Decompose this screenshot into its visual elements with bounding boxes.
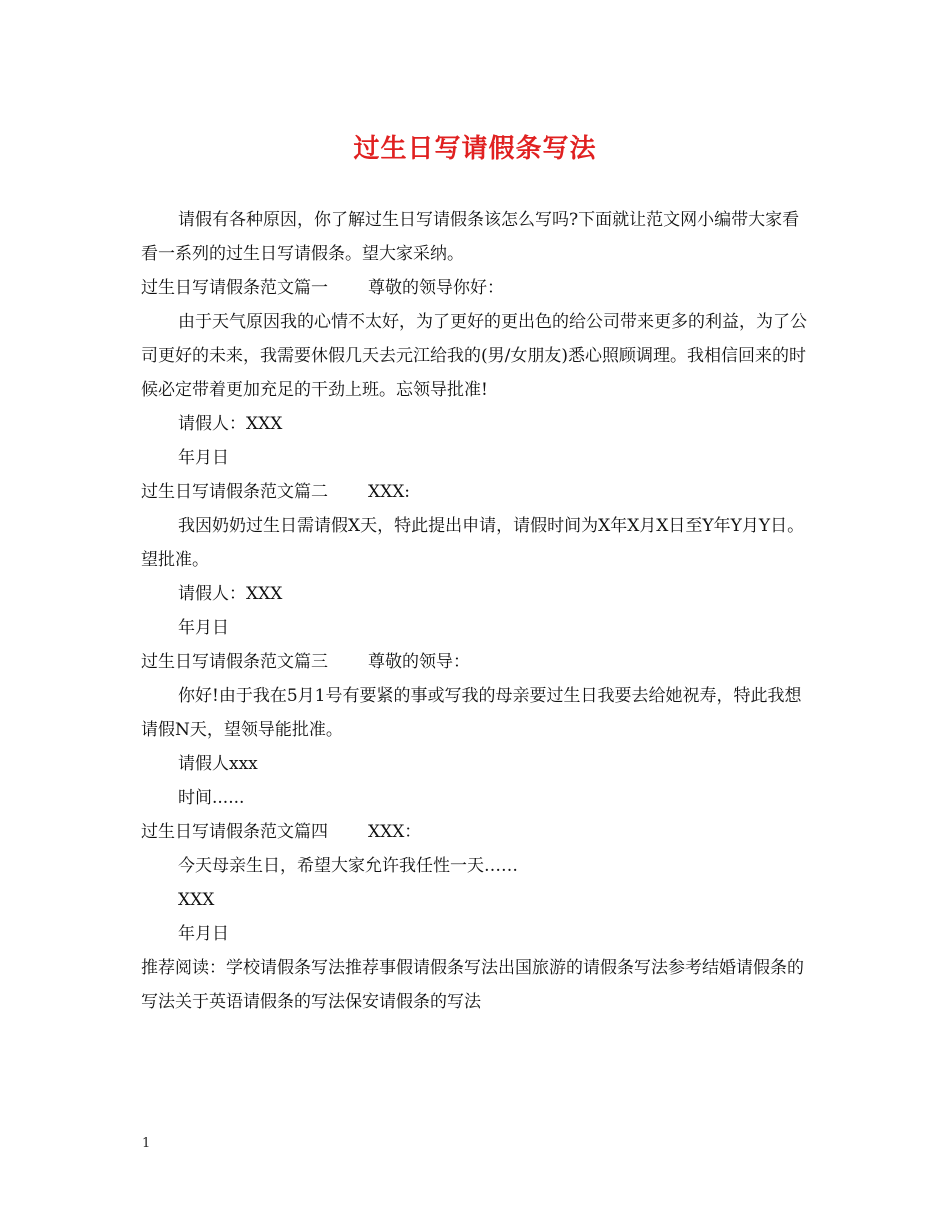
salutation: XXX： bbox=[368, 822, 422, 842]
signer-line: 请假人：XXX bbox=[178, 414, 283, 434]
section-title: 过生日写请假条范文篇三 bbox=[141, 652, 328, 672]
section-body-3: 你好!由于我在5月1号有要紧的事或写我的母亲要过生日我要去给她祝寿，特此我想请假N天，望领导能批准。 bbox=[141, 686, 802, 740]
section-title: 过生日写请假条范文篇二 bbox=[141, 482, 328, 502]
document-title: 过生日写请假条写法 bbox=[353, 134, 597, 164]
date-line: 年月日 bbox=[178, 618, 229, 638]
recommended-reading: 推荐阅读：学校请假条写法推荐事假请假条写法出国旅游的请假条写法参考结婚请假条的写法关于英语请假条的写法保安请假条的写法 bbox=[141, 958, 804, 1012]
section-heading-3 bbox=[141, 645, 816, 679]
document-body bbox=[141, 203, 816, 1019]
page-number: 1 bbox=[142, 1136, 151, 1151]
section-title: 过生日写请假条范文篇一 bbox=[141, 278, 328, 298]
date-line: 时间...... bbox=[178, 788, 245, 808]
salutation: 尊敬的领导你好： bbox=[368, 278, 504, 298]
signer-line: 请假人xxx bbox=[178, 754, 258, 774]
section-body-2: 我因奶奶过生日需请假X天，特此提出申请，请假时间为X年X月X日至Y年Y月Y日。望批准。 bbox=[141, 516, 805, 570]
signer-line: 请假人：XXX bbox=[178, 584, 283, 604]
signer-line: XXX bbox=[178, 890, 215, 910]
section-body-4: 今天母亲生日，希望大家允许我任性一天…… bbox=[178, 856, 518, 876]
salutation: 尊敬的领导： bbox=[368, 652, 470, 672]
section-body-1: 由于天气原因我的心情不太好，为了更好的更出色的给公司带来更多的利益，为了公司更好的未来，我需要休假几天去元江给我的(男/女朋友)悉心照顾调理。我相信回来的时候必定带着更加充足的干劲上班。忘领导批准! bbox=[141, 312, 807, 400]
salutation: XXX: bbox=[368, 482, 411, 502]
section-heading-1 bbox=[141, 271, 816, 305]
intro-paragraph: 请假有各种原因，你了解过生日写请假条该怎么写吗?下面就让范文网小编带大家看看一系列的过生日写请假条。望大家采纳。 bbox=[141, 210, 800, 264]
date-line: 年月日 bbox=[178, 448, 229, 468]
section-heading-4 bbox=[141, 815, 816, 849]
section-title: 过生日写请假条范文篇四 bbox=[141, 822, 328, 842]
date-line: 年月日 bbox=[178, 924, 229, 944]
section-heading-2 bbox=[141, 475, 816, 509]
